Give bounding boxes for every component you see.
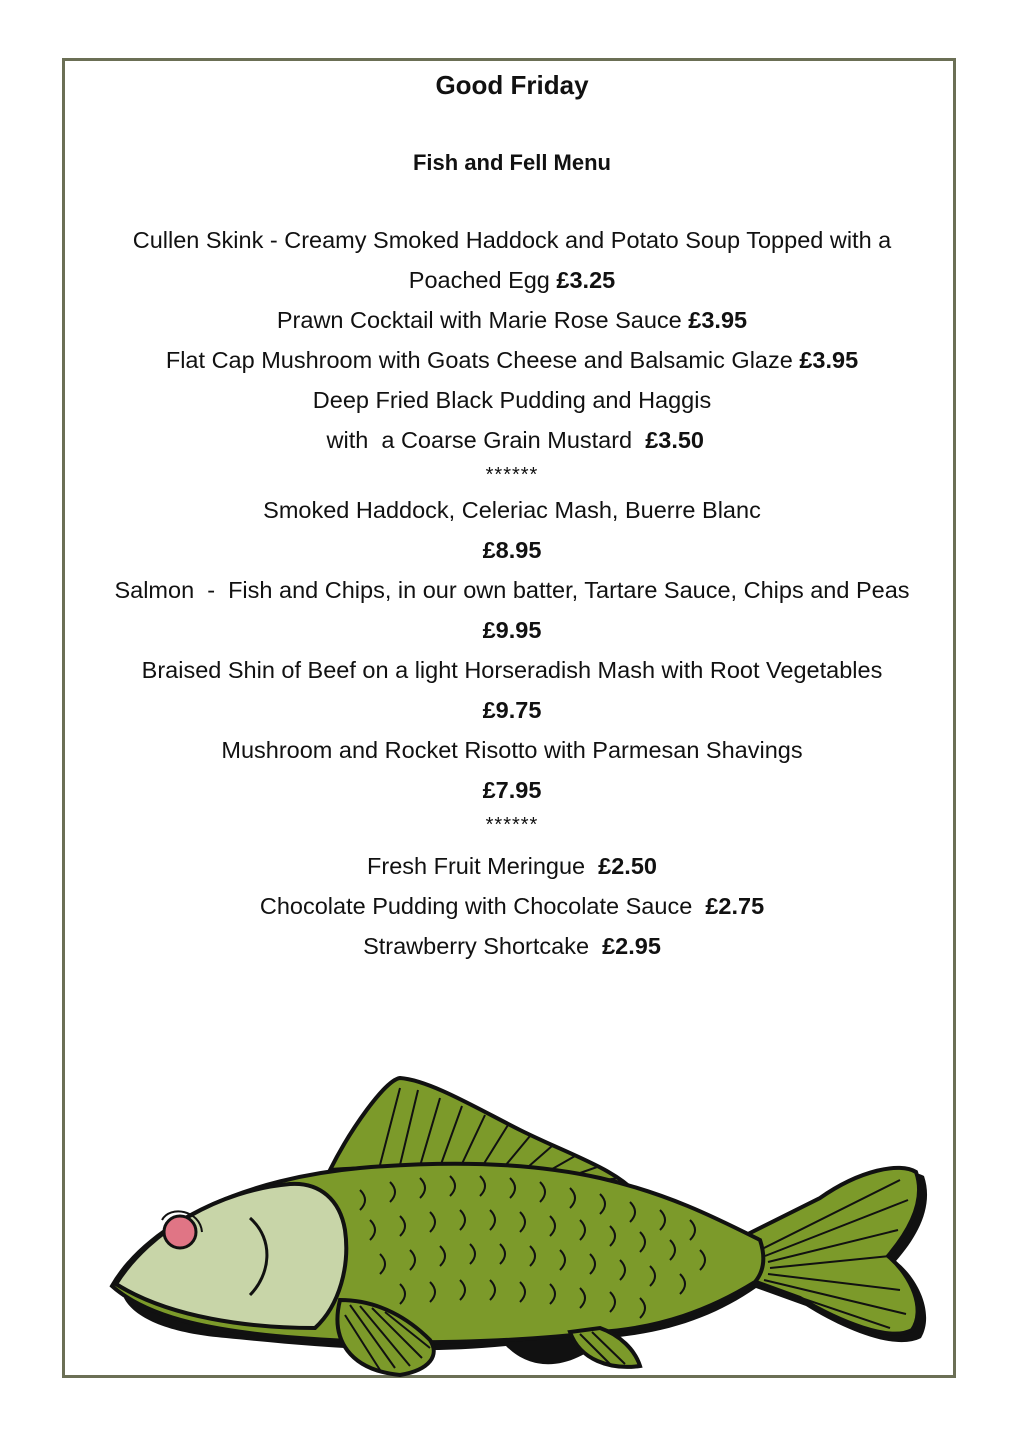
menu-line: Salmon - Fish and Chips, in our own batter, Tartare Sauce, Chips and Peas — [114, 577, 910, 603]
menu-line — [70, 260, 954, 300]
menu-line — [70, 380, 954, 420]
menu-title: Good Friday — [435, 70, 589, 100]
dish-price: £3.95 — [688, 307, 748, 333]
dish-text: Poached Egg — [408, 267, 557, 293]
dish-text: Flat Cap Mushroom with Goats Cheese and Balsamic Glaze — [165, 347, 800, 373]
dish-price: £3.25 — [556, 267, 616, 293]
dish-price: £8.95 — [482, 537, 542, 563]
dish-text: Chocolate Pudding with Chocolate Sauce — [259, 893, 706, 919]
dish-text: with a Coarse Grain Mustard — [319, 427, 646, 453]
dish-text: Deep Fried Black Pudding and Haggis — [312, 387, 712, 413]
section-separator: ****** — [485, 814, 539, 836]
menu-line — [70, 846, 954, 886]
dish-text: Cullen Skink - Creamy Smoked Haddock and Potato Soup Topped with a — [132, 227, 892, 253]
fish-illustration-icon — [100, 1070, 930, 1380]
dish-price: £2.95 — [602, 933, 661, 959]
menu-line — [70, 886, 954, 926]
menu-line — [70, 926, 954, 966]
dish-price: £3.95 — [799, 347, 859, 373]
dish-price: £9.75 — [482, 697, 542, 723]
mains-section — [70, 490, 954, 810]
menu-line: Braised Shin of Beef on a light Horseradish Mash with Root Vegetables — [141, 657, 883, 683]
dish-price: £2.75 — [705, 893, 765, 919]
desserts-section — [70, 846, 954, 966]
section-separator: ****** — [485, 464, 539, 486]
dish-text: Fresh Fruit Meringue — [367, 853, 599, 879]
dish-price: £2.50 — [598, 853, 657, 879]
menu-subtitle: Fish and Fell Menu — [412, 150, 611, 175]
dish-text: Prawn Cocktail with Marie Rose Sauce — [276, 307, 689, 333]
menu-line — [70, 420, 954, 460]
starters-section — [70, 220, 954, 460]
dish-price: £7.95 — [482, 777, 542, 803]
menu-line — [70, 340, 954, 380]
dish-price: £9.95 — [482, 617, 542, 643]
dish-price: £3.50 — [645, 427, 704, 453]
menu-body — [70, 220, 954, 966]
menu-line — [70, 300, 954, 340]
menu-line: Smoked Haddock, Celeriac Mash, Buerre Blanc — [263, 497, 761, 523]
menu-line: Mushroom and Rocket Risotto with Parmesan Shavings — [221, 737, 803, 763]
menu-line — [70, 220, 954, 260]
dish-text: Strawberry Shortcake — [363, 933, 603, 959]
